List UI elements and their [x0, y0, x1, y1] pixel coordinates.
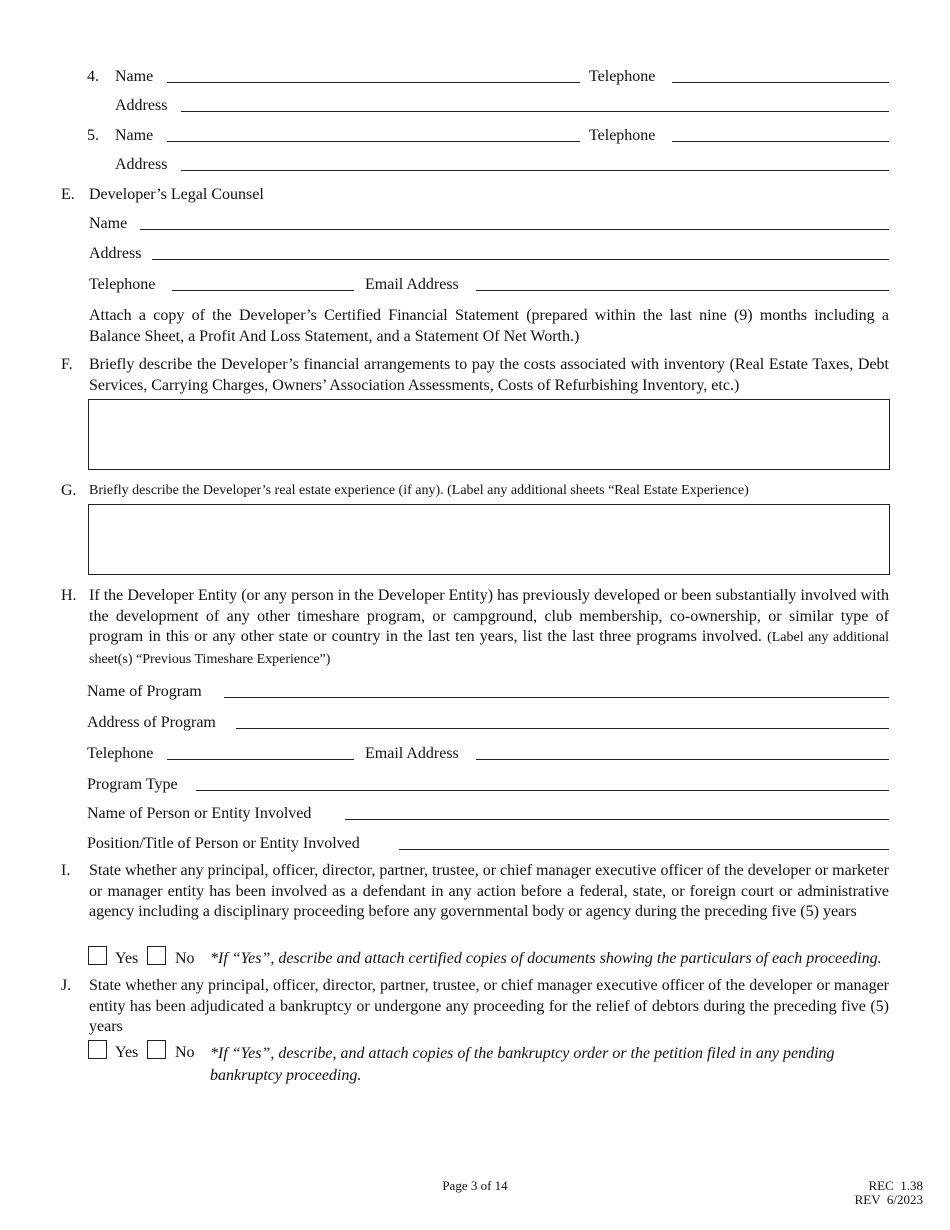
section-j-no-checkbox[interactable] [147, 1040, 166, 1059]
program-email-label: Email Address [365, 745, 459, 762]
section-f-letter: F. [61, 356, 73, 373]
counsel-address-label: Address [89, 245, 142, 262]
counsel-email-field[interactable] [476, 290, 889, 291]
section-h-question [89, 586, 889, 670]
program-type-label: Program Type [87, 776, 178, 793]
owner-4-name-field[interactable] [167, 82, 580, 83]
counsel-telephone-field[interactable] [172, 290, 354, 291]
form-id [855, 1179, 923, 1207]
owner-5-telephone-field[interactable] [672, 141, 889, 142]
section-j-yes-checkbox[interactable] [88, 1040, 107, 1059]
section-i-yes-label: Yes [115, 950, 139, 967]
owner-4-address-label: Address [115, 97, 168, 114]
owner-4-number: 4. [87, 68, 99, 85]
section-i-note: *If “Yes”, describe and attach certified copies of documents showing the particulars of each proceeding. [210, 950, 882, 967]
counsel-name-field[interactable] [140, 229, 889, 230]
page-number: Page 3 of 14 [442, 1178, 508, 1193]
program-telephone-label: Telephone [87, 745, 154, 762]
section-i-yes-checkbox[interactable] [88, 946, 107, 965]
owner-4-address-field[interactable] [181, 111, 889, 112]
owner-5-name-label: Name [115, 127, 154, 144]
section-f-question: Briefly describe the Developer’s financial arrangements to pay the costs associated with inventory (Real Estate Taxes, Debt Services, Carrying Charges, Owners’ Association Assessments, Costs of Refurbishing Inventory, etc.) [89, 356, 889, 394]
program-address-label: Address of Program [87, 714, 216, 731]
owner-5-address-label: Address [115, 156, 168, 173]
financial-arrangements-textbox[interactable] [88, 399, 890, 470]
section-j-yes-label: Yes [115, 1044, 139, 1061]
section-j-note: *If “Yes”, describe, and attach copies of the bankruptcy order or the petition filed in any pending bankruptcy proceeding. [210, 1045, 835, 1084]
person-entity-label: Name of Person or Entity Involved [87, 805, 312, 822]
section-i-no-checkbox[interactable] [147, 946, 166, 965]
counsel-telephone-label: Telephone [89, 276, 156, 293]
section-e-title: Developer’s Legal Counsel [89, 186, 264, 203]
program-name-label: Name of Program [87, 683, 202, 700]
owner-4-name-label: Name [115, 68, 154, 85]
program-telephone-field[interactable] [167, 759, 354, 760]
section-i-no-label: No [175, 950, 195, 967]
section-e-letter: E. [61, 186, 75, 203]
form-revision: REV 6/2023 [854, 1192, 923, 1207]
position-title-field[interactable] [399, 849, 889, 850]
section-h-note: (Label any additional sheet(s) “Previous Timeshare Experience”) [89, 630, 890, 667]
section-i-question: State whether any principal, officer, director, partner, trustee, or chief manager executive officer of the developer or marketer or manager entity has been involved as a defendant in any action before a federal, state, or foreign court or administrative agency including a disciplinary proceeding before any governmental body or agency during the preceding five (5) years [89, 862, 889, 920]
counsel-address-field[interactable] [152, 259, 889, 260]
owner-4-telephone-field[interactable] [672, 82, 889, 83]
program-name-field[interactable] [224, 697, 889, 698]
section-j-letter: J. [61, 977, 72, 994]
owner-5-name-field[interactable] [167, 141, 580, 142]
section-g-question: Briefly describe the Developer’s real estate experience (if any). (Label any additional sheets “Real Estate Experience) [89, 483, 749, 498]
position-title-label: Position/Title of Person or Entity Involved [87, 835, 360, 852]
section-h-letter: H. [61, 587, 77, 604]
program-type-field[interactable] [196, 790, 889, 791]
person-entity-field[interactable] [345, 819, 889, 820]
financial-statement-instruction: Attach a copy of the Developer’s Certified Financial Statement (prepared within the last nine (9) months including a Balance Sheet, a Profit And Loss Statement, and a Statement Of Net Worth.) [89, 307, 889, 345]
counsel-name-label: Name [89, 215, 128, 232]
section-j-no-label: No [175, 1044, 195, 1061]
section-i-letter: I. [61, 862, 71, 879]
owner-5-address-field[interactable] [181, 170, 889, 171]
real-estate-experience-textbox[interactable] [88, 504, 890, 575]
counsel-email-label: Email Address [365, 276, 459, 293]
section-h-question-text: If the Developer Entity (or any person in the Developer Entity) has previously developed or been substantially involved with the development of any other timeshare program, or campground, club membership, co-ownership, or similar type of program in this or any other state or country in the last ten years, list the last three programs involved. [89, 587, 889, 645]
program-email-field[interactable] [476, 759, 889, 760]
owner-5-number: 5. [87, 127, 99, 144]
program-address-field[interactable] [236, 728, 889, 729]
form-code: REC 1.38 [868, 1178, 923, 1193]
owner-4-telephone-label: Telephone [589, 68, 656, 85]
owner-5-telephone-label: Telephone [589, 127, 656, 144]
section-j-question: State whether any principal, officer, director, partner, trustee, or chief manager executive officer of the developer or manager entity has been adjudicated a bankruptcy or undergone any proceeding for the relief of debtors during the preceding five (5) years [89, 977, 889, 1035]
section-g-letter: G. [61, 482, 77, 499]
